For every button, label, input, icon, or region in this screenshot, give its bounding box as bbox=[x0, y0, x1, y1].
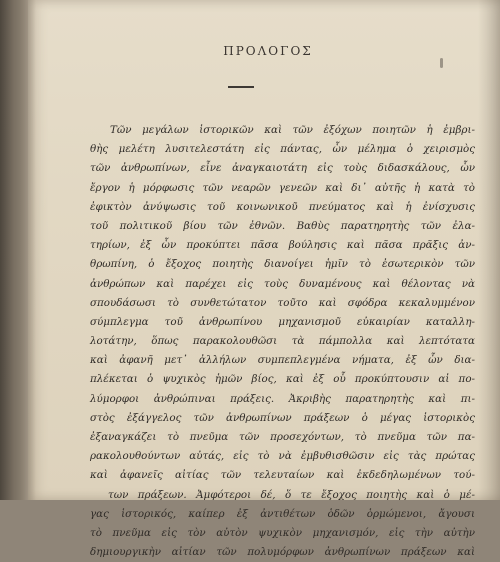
text-line: ἐφικτὸν ἀνύψωσις τοῦ κοινωνικοῦ πνεύματος καὶ ἡ ἐνίσχυσις bbox=[90, 200, 475, 213]
text-line: ἐξαναγκάζει τὸ πνεῦμα τῶν προσεχόντων, τὸ πνεῦμα τῶν πα- bbox=[90, 431, 475, 443]
text-line: δημιουργικὴν αἰτίαν τῶν πολυμόρφων ἀνθρωπίνων πράξεων καὶ bbox=[90, 546, 475, 559]
text-line: τὸ πνεῦμα εἰς τὸν αὐτὸν ψυχικὸν μηχανισμόν, εἰς τὴν αὐτὴν bbox=[90, 526, 475, 539]
text-line: θρωπίνη, ὁ ἔξοχος ποιητὴς διανοίγει ἡμῖν τὸ ἐσωτερικὸν τῶν bbox=[90, 258, 475, 271]
text-line: ἔργον ἡ μόρφωσις τῶν νεαρῶν γενεῶν καὶ δι᾽ αὐτῆς ἡ κατὰ τὸ bbox=[90, 181, 475, 194]
text-line: σύμπλεγμα τοῦ ἀνθρωπίνου μηχανισμοῦ εὐκαιρίαν καταλλη- bbox=[90, 315, 475, 328]
text-line: τηρίων, ἐξ ὧν προκύπτει πᾶσα βούλησις καὶ πᾶσα πρᾶξις ἀν- bbox=[90, 239, 475, 252]
text-line: γας ἱστορικός, καίπερ ἐξ ἀντιθέτων ὁδῶν ὁρμώμενοι, ἄγουσι bbox=[90, 507, 475, 520]
text-line: ἀνθρώπων καὶ παρέχει εἰς τοὺς δυναμένους καὶ θέλοντας νὰ bbox=[90, 277, 475, 290]
title-rule bbox=[228, 86, 254, 88]
text-line: τῶν ἀνθρωπίνων, εἶνε ἀναγκαιοτάτη εἰς τοὺς διδασκάλους, ὧν bbox=[90, 162, 475, 175]
text-line: θὴς μελέτη λυσιτελεστάτη εἰς πάντας, ὧν μέλημα ὁ χειρισμὸς bbox=[90, 143, 475, 156]
text-line: στὸς ἐξάγγελος τῶν ἀνθρωπίνων πράξεων ὁ μέγας ἱστορικὸς bbox=[90, 411, 475, 424]
text-line: λύμορφοι ἀνθρώπιναι πράξεις. Ἀκριβὴς παρατηρητὴς καὶ πι- bbox=[90, 392, 475, 405]
text-line: των πράξεων. Ἀμφότεροι δέ, ὅ τε ἔξοχος ποιητὴς καὶ ὁ μέ- bbox=[108, 488, 475, 501]
page-title: ΠΡΟΛΟΓΟΣ bbox=[223, 44, 313, 58]
page-right-shading bbox=[478, 0, 500, 500]
text-line: καὶ ἀφανῆ μετ᾽ ἀλλήλων συμπεπλεγμένα νήματα, ἐξ ὧν δια- bbox=[90, 354, 475, 367]
text-line: σπουδάσωσι τὸ συνθετώτατον τοῦτο καὶ σφόδρα κεκαλυμμένον bbox=[90, 296, 475, 309]
text-line: καὶ ἀφανεῖς αἰτίας τῶν τελευταίων καὶ ἐκδεδηλωμένων τού- bbox=[90, 469, 475, 482]
prologue-body bbox=[90, 121, 475, 562]
book-spine-shadow bbox=[0, 0, 36, 500]
text-line: πλέκεται ὁ ψυχικὸς ἡμῶν βίος, καὶ ἐξ οὗ προκύπτουσιν αἱ πο- bbox=[90, 373, 475, 386]
text-line: Τῶν μεγάλων ἱστορικῶν καὶ τῶν ἐξόχων ποιητῶν ἡ ἐμβρι- bbox=[110, 124, 475, 136]
pencil-mark bbox=[440, 58, 443, 68]
text-line: τοῦ πολιτικοῦ βίου τῶν ἐθνῶν. Βαθὺς παρατηρητὴς τῶν ἐλα- bbox=[90, 219, 475, 232]
text-line: ρακολουθούντων αὐτάς, εἰς τὸ νὰ ἐμβυθισθῶσιν εἰς τὰς πρώτας bbox=[90, 450, 475, 463]
text-line: λοτάτην, ὅπως παρακολουθῶσι τὰ πάμπολλα καὶ λεπτότατα bbox=[90, 335, 475, 348]
